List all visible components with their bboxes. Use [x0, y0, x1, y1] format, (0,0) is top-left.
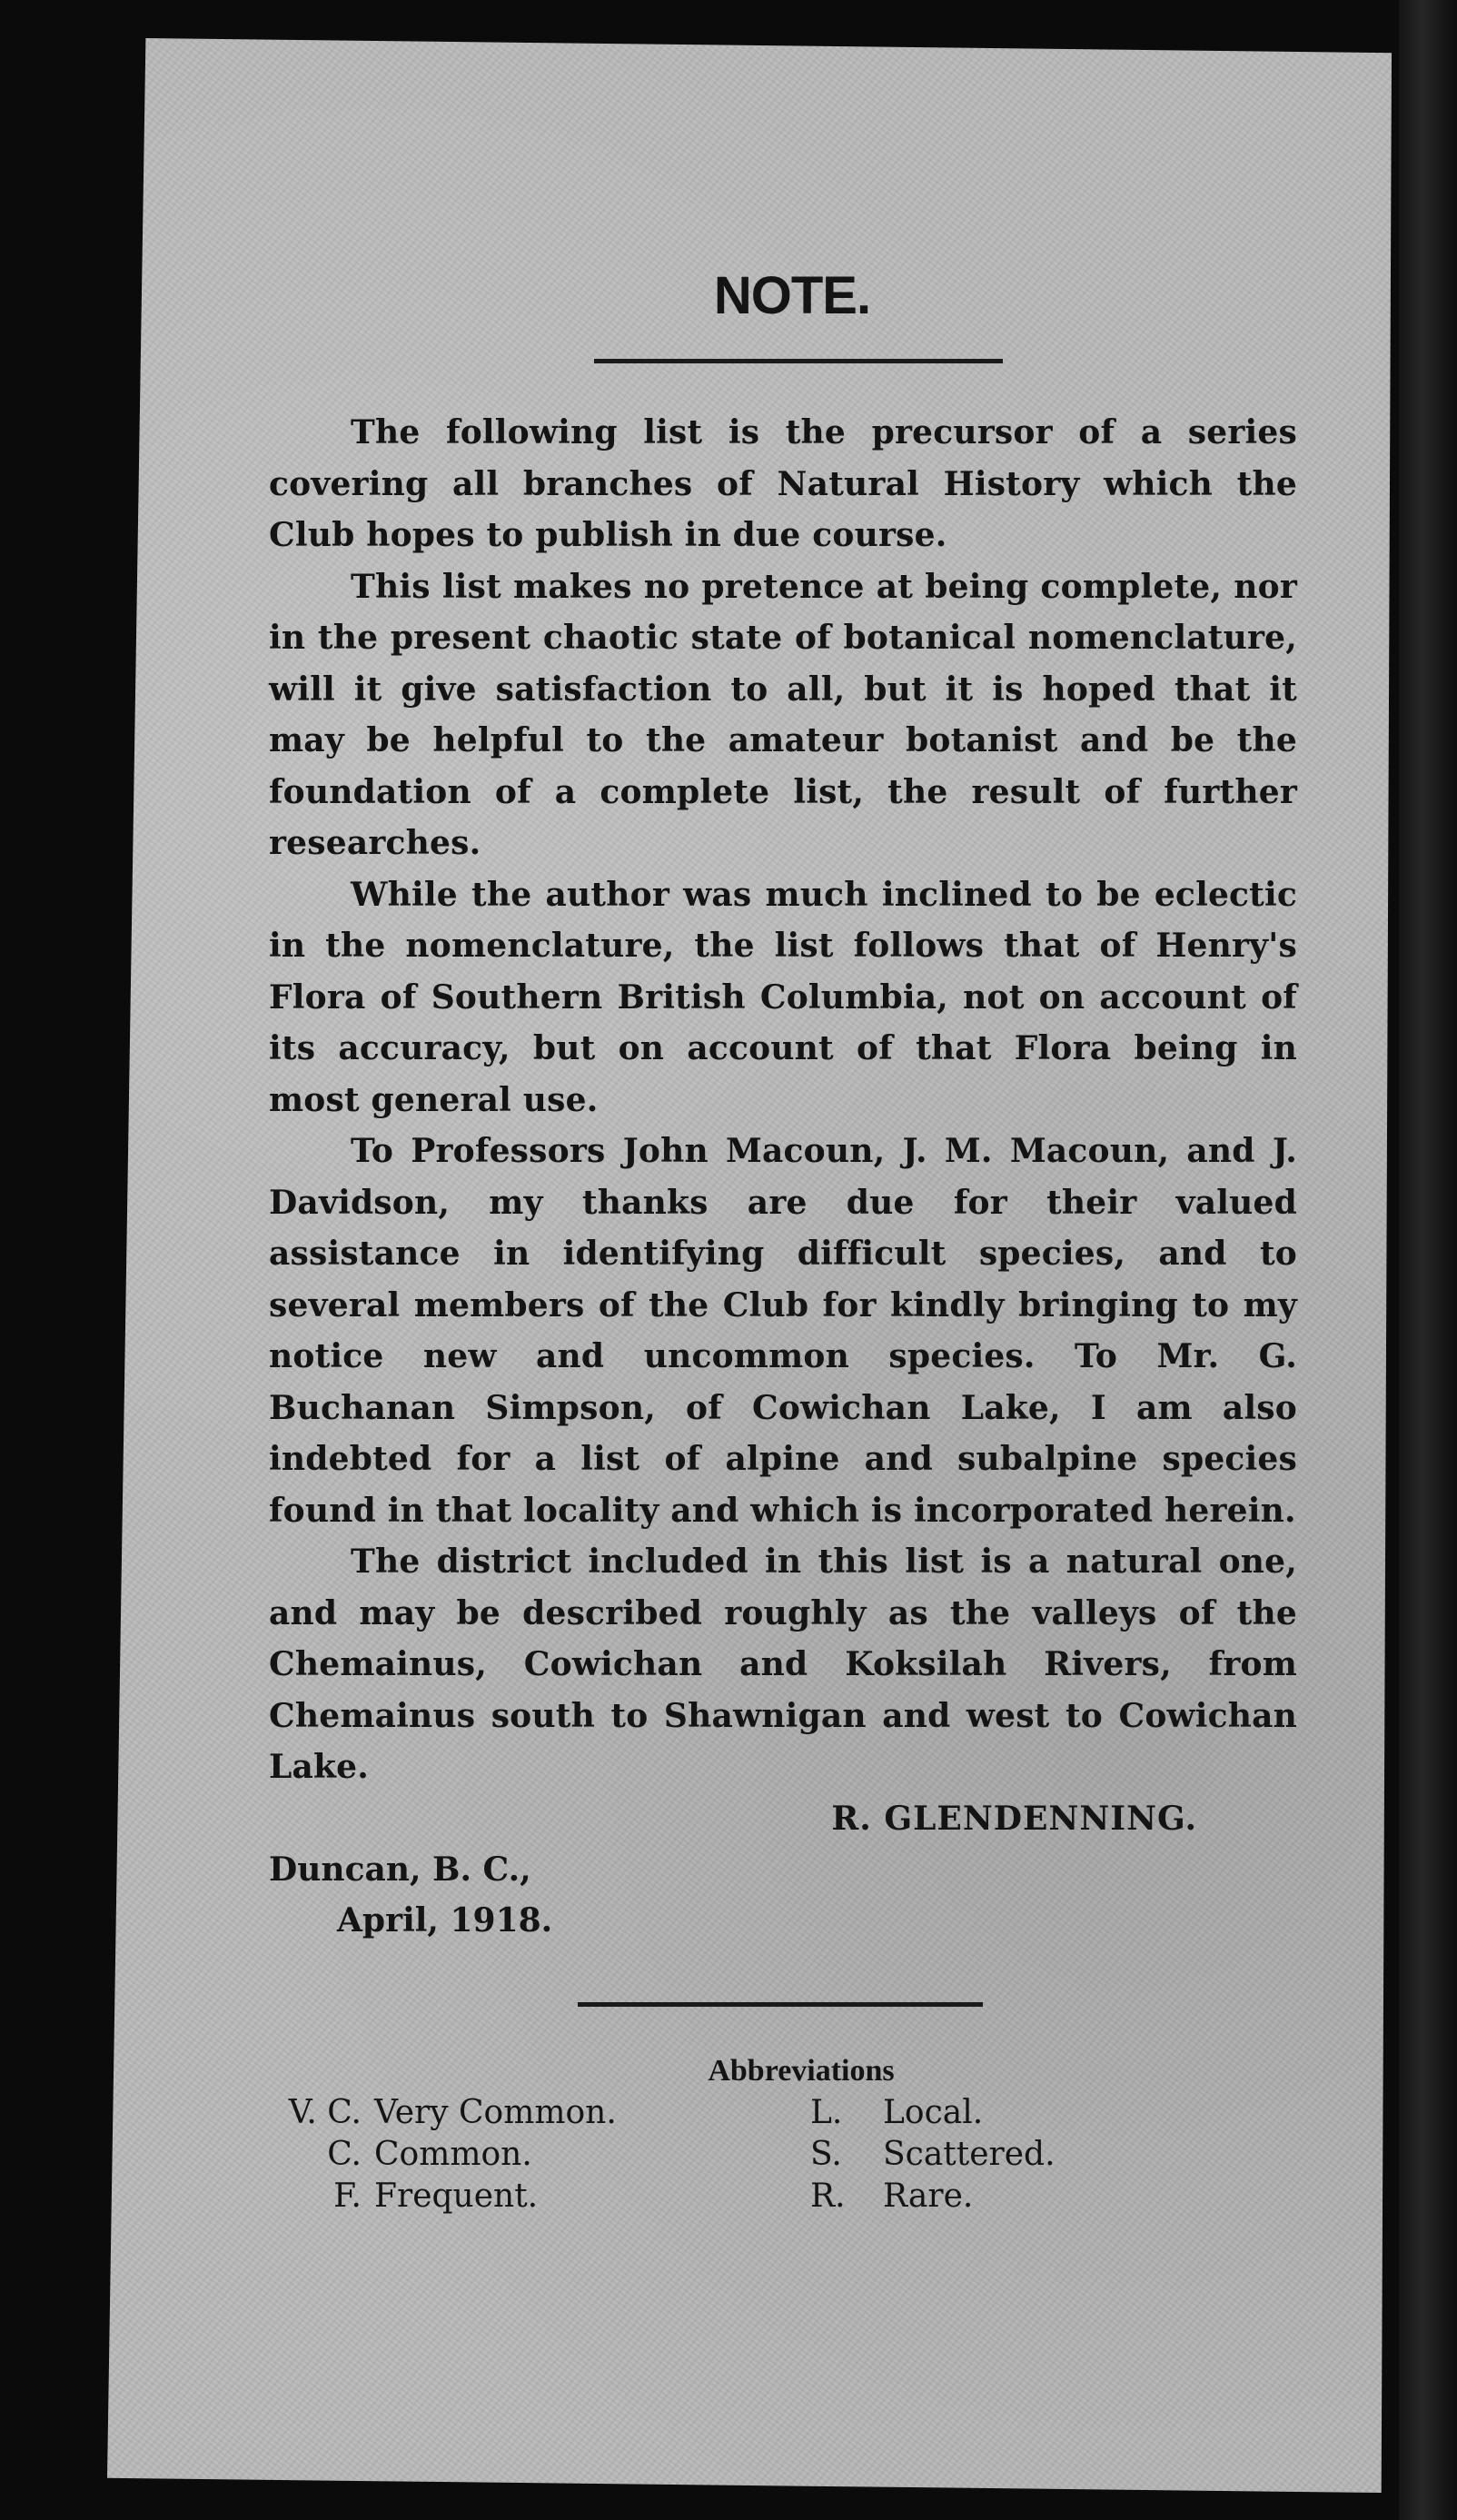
abbreviation-meaning: Frequent.: [374, 2177, 539, 2215]
abbreviation-code: C.: [327, 2135, 362, 2173]
abbreviation-code: L.: [810, 2093, 843, 2131]
paragraph-2: This list makes no pretence at being complete, nor in the present chaotic state of botanical nomenclature, will it give satisfaction to all, but it is hoped that it may be helpful to the amateur botanist and be the foundation of a complete list, the result of further researches.: [269, 567, 1297, 862]
abbreviation-meaning: Very Common.: [374, 2093, 617, 2131]
paragraph-3: While the author was much inclined to be eclectic in the nomenclature, the list follows that of Henry's Flora of Southern British Columbia, not on account of its accuracy, but on account of that Flora being in most general use.: [269, 875, 1297, 1119]
note-body: [269, 407, 1297, 1793]
place-line: Duncan, B. C.,: [269, 1850, 531, 1889]
title-divider: [594, 359, 1003, 363]
abbreviations-table: [256, 2092, 1297, 2217]
abbreviation-meaning: Local.: [883, 2093, 984, 2131]
date-line: April, 1918.: [337, 1900, 553, 1940]
document-title: NOTE.: [713, 266, 871, 325]
scan-edge-strip: [1399, 0, 1457, 2520]
paragraph-4: To Professors John Macoun, J. M. Macoun, and J. Davidson, my thanks are due for their valued assistance in identifying difficult species, and to several members of the Club for kindly bringing to my notice new and uncommon species. To Mr. G. Buchanan Simpson, of Cowichan Lake, I am also indebted for a list of alpine and subalpine species found in that locality and which is incorporated herein.: [269, 1132, 1297, 1530]
abbreviation-meaning: Common.: [374, 2135, 532, 2173]
paragraph-1: The following list is the precursor of a series covering all branches of Natural History which the Club hopes to publish in due course.: [269, 413, 1297, 554]
document-content: [269, 254, 1297, 2217]
abbreviation-code: R.: [810, 2177, 846, 2215]
abbreviations-heading: Abbreviations: [708, 2053, 895, 2088]
abbreviation-meaning: Rare.: [883, 2177, 974, 2215]
abbreviation-code: S.: [810, 2135, 842, 2173]
place-date-block: [269, 1844, 1297, 1946]
abbreviation-code: F.: [333, 2177, 362, 2215]
author-signature: R. GLENDENNING.: [831, 1799, 1197, 1838]
section-divider: [578, 2002, 983, 2007]
abbreviation-code: V. C.: [288, 2093, 362, 2131]
paragraph-5: The district included in this list is a natural one, and may be described roughly as the valleys of the Chemainus, Cowichan and Koksilah Rivers, from Chemainus south to Shawnigan and west to Cowichan Lake.: [269, 1543, 1297, 1786]
abbreviation-meaning: Scattered.: [883, 2135, 1056, 2173]
